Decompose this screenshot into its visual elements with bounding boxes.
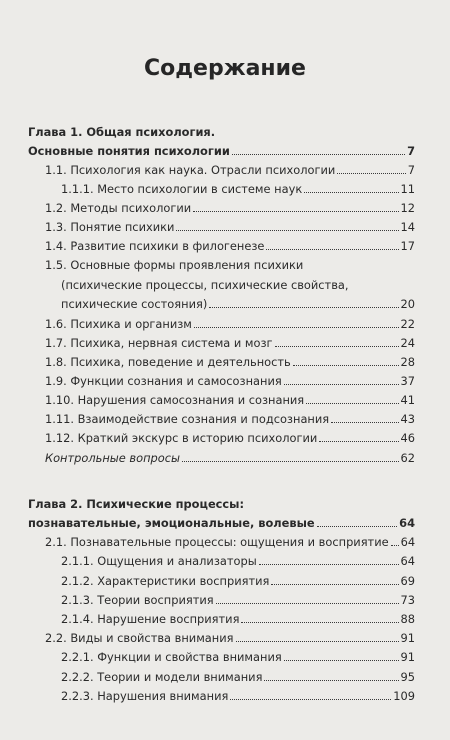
toc-entry-text: познавательные, эмоциональные, волевые	[28, 516, 315, 530]
dot-leader	[216, 603, 399, 604]
dot-leader	[304, 192, 398, 193]
toc-entry	[45, 628, 415, 645]
dot-leader	[284, 660, 399, 661]
toc-page-number: 28	[400, 355, 415, 369]
toc-chapter-heading	[28, 494, 415, 511]
toc-page-number: 14	[400, 220, 415, 234]
dot-leader	[193, 211, 398, 212]
toc-page-number: 11	[400, 182, 415, 196]
toc-entry-text: 2.1.3. Теории восприятия	[61, 593, 214, 607]
toc-entry-text: 1.3. Понятие психики	[45, 220, 175, 234]
toc-page-number: 64	[399, 516, 415, 530]
toc-page-number: 91	[400, 631, 415, 645]
toc-entry-text: 1.1. Психология как наука. Отрасли психологии	[45, 163, 336, 177]
toc-page-number: 20	[400, 297, 415, 311]
toc-entry-text: 1.7. Психика, нервная система и мозг	[45, 336, 273, 350]
dot-leader	[271, 584, 398, 585]
toc-page-number: 12	[400, 201, 415, 215]
toc-entry-text: 2.2. Виды и свойства внимания	[45, 631, 234, 645]
dot-leader	[306, 403, 398, 404]
toc-entry	[61, 551, 415, 568]
toc-entry-text: 1.8. Психика, поведение и деятельность	[45, 355, 291, 369]
dot-leader	[317, 526, 398, 527]
toc-entry	[45, 160, 415, 177]
toc-page-number: 7	[407, 163, 415, 177]
toc-entry	[61, 275, 415, 292]
toc-entry	[45, 371, 415, 388]
toc-entry	[45, 314, 415, 331]
toc-page-number: 64	[400, 554, 415, 568]
toc-entry	[61, 647, 415, 664]
toc-entry-text: 2.1.4. Нарушение восприятия	[61, 612, 240, 626]
dot-leader	[241, 622, 398, 623]
toc-entry	[61, 294, 415, 311]
toc-entry	[45, 532, 415, 549]
toc-page-number: 62	[400, 451, 415, 465]
dot-leader	[194, 327, 399, 328]
dot-leader	[264, 680, 398, 681]
toc-entry	[45, 409, 415, 426]
toc-page-number: 64	[400, 535, 416, 549]
toc-entry	[45, 236, 415, 253]
toc-entry-text: 1.11. Взаимодействие сознания и подсознания	[45, 412, 330, 426]
toc-entry-text: 1.5. Основные формы проявления психики	[45, 258, 304, 272]
toc-entry-text: 2.1.2. Характеристики восприятия	[61, 574, 270, 588]
toc-entry	[61, 686, 415, 703]
dot-leader	[182, 461, 399, 462]
dot-leader	[331, 422, 398, 423]
toc-entry-text: 2.2.1. Функции и свойства внимания	[61, 650, 282, 664]
dot-leader	[259, 564, 399, 565]
dot-leader	[266, 249, 398, 250]
toc-entry	[45, 352, 415, 369]
toc-entry	[45, 255, 415, 272]
toc-entry-text: Глава 1. Общая психология.	[28, 125, 216, 139]
toc-entry-text: 1.1.1. Место психологии в системе наук	[61, 182, 303, 196]
toc-entry-text: 1.10. Нарушения самосознания и сознания	[45, 393, 305, 407]
toc-page-number: 41	[400, 393, 415, 407]
dot-leader	[284, 384, 399, 385]
toc-entry-text: 2.1.1. Ощущения и анализаторы	[61, 554, 257, 568]
toc-page-number: 7	[407, 144, 415, 158]
toc-entry-text: (психические процессы, психические свойства,	[61, 278, 349, 292]
toc-page-number: 17	[400, 239, 415, 253]
dot-leader	[337, 173, 405, 174]
toc-entry	[61, 609, 415, 626]
toc-entry-text: 1.4. Развитие психики в филогенезе	[45, 239, 265, 253]
toc-entry	[45, 390, 415, 407]
toc-chapter-heading	[28, 122, 415, 139]
dot-leader	[209, 307, 398, 308]
toc-entry	[61, 571, 415, 588]
toc-page-number: 88	[400, 612, 415, 626]
toc-entry-text: 2.1. Познавательные процессы: ощущения и восприятие	[45, 535, 389, 549]
dot-leader	[236, 641, 399, 642]
toc-entry	[28, 141, 415, 158]
toc-entry-text: психические состояния)	[61, 297, 208, 311]
toc-page-number: 69	[400, 574, 415, 588]
toc-page-number: 24	[400, 336, 415, 350]
dot-leader	[230, 699, 391, 700]
toc-entry-text: 2.2.3. Нарушения внимания	[61, 689, 229, 703]
toc-entry	[45, 198, 415, 215]
dot-leader	[319, 441, 398, 442]
toc-page-number: 95	[400, 670, 415, 684]
dot-leader	[293, 365, 399, 366]
dot-leader	[275, 346, 399, 347]
toc-entry	[45, 217, 415, 234]
toc-entry-text: 2.2.2. Теории и модели внимания	[61, 670, 263, 684]
toc-page-number: 22	[400, 317, 415, 331]
toc-page-number: 73	[400, 593, 415, 607]
toc-page-number: 46	[400, 431, 415, 445]
toc-page-number: 43	[400, 412, 415, 426]
toc-page-number: 37	[400, 374, 415, 388]
toc-entry-text: Основные понятия психологии	[28, 144, 230, 158]
toc-entry-text: Глава 2. Психические процессы:	[28, 497, 245, 511]
toc-entry	[45, 428, 415, 445]
toc-entry-text: 1.9. Функции сознания и самосознания	[45, 374, 282, 388]
page-title: Содержание	[144, 56, 306, 81]
dot-leader	[391, 545, 399, 546]
toc-entry	[45, 333, 415, 350]
toc-entry-text: Контрольные вопросы	[45, 451, 180, 465]
toc-entry-text: 1.2. Методы психологии	[45, 201, 192, 215]
toc-entry	[45, 448, 415, 465]
toc-entry	[61, 667, 415, 684]
toc-entry	[61, 179, 415, 196]
toc-page-number: 109	[393, 689, 415, 703]
toc-entry-text: 1.12. Краткий экскурс в историю психологии	[45, 431, 318, 445]
toc-page-number: 91	[400, 650, 415, 664]
toc-entry-text: 1.6. Психика и организм	[45, 317, 192, 331]
toc-entry	[61, 590, 415, 607]
toc-entry	[28, 513, 415, 530]
dot-leader	[176, 230, 398, 231]
dot-leader	[232, 154, 405, 155]
